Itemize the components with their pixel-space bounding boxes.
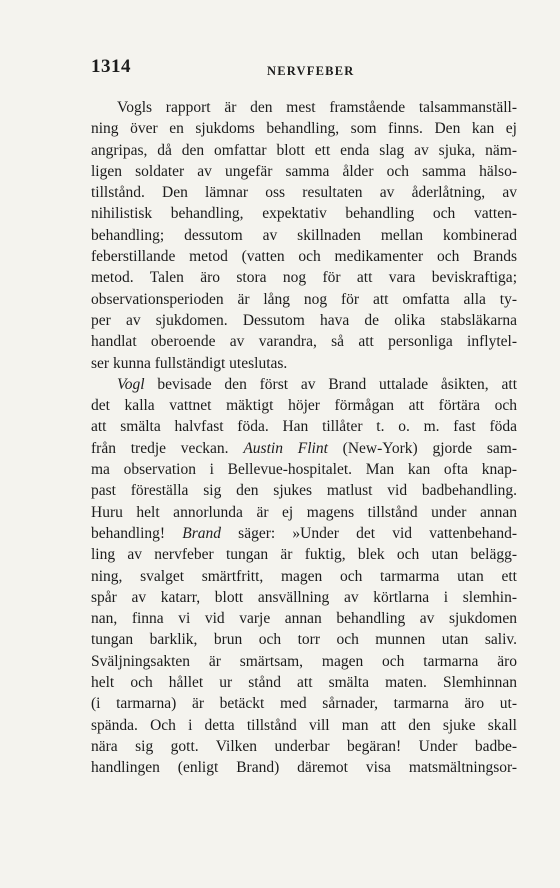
text-line: observationsperioden är lång nog för att omfatta alla ty- [91,290,517,308]
body-text [91,97,517,779]
text-line: (i tarmarna) är betäckt med sårnader, tarmarna äro ut- [91,695,517,713]
page-number: 1314 [91,56,131,77]
text-line: tillstånd. Den lämnar oss resultaten av åderlåtning, av [91,184,517,202]
text-line: nihilistisk behandling, expektativ behandling och vatten- [91,205,517,223]
text-line: Vogls rapport är den mest framstående talsammanställ- [117,99,517,116]
text-line: spända. Och i detta tillstånd vill man att den sjuke skall [91,716,517,734]
text-line: ligen soldater av ungefär samma ålder och samma hälso- [91,162,517,180]
text-line: det kalla vattnet mäktigt höjer förmågan att förtära och [91,397,517,415]
text-line: Sväljningsakten är smärtsam, magen och tarmarna äro [91,652,517,670]
text-line: ling av nervfeber tungan är fuktig, blek och utan belägg- [91,546,517,564]
text-line: spår av katarr, blott ansvällning av körtlarna i slemhin- [91,588,517,606]
text-line: nära sig gott. Vilken underbar begäran! Under badbe- [91,737,517,755]
text-line: metod. Talen äro stora nog för att vara beviskraftiga; [91,269,517,287]
text-line: ma observation i Bellevue-hospitalet. Man kan ofta knap- [91,461,517,479]
text-line: behandling; dessutom av skillnaden mellan kombinerad [91,226,517,244]
page-header [91,56,517,84]
running-title: NERVFEBER [267,64,355,78]
text-line: ning, svalget smärtfritt, magen och tarmarma utan ett [91,567,517,585]
text-line: ning över en sjukdoms behandling, som finns. Den kan ej [91,120,517,138]
italic-name: Brand [182,524,221,542]
text-line: handlat oberoende av varandra, så att personliga inflytel- [91,333,517,351]
text-line: angripas, då den omfattar blott ett enda slag av sjuka, näm- [91,141,517,159]
italic-name: Austin Flint [243,439,328,457]
text-line: Huru helt annorlunda är ej magens tillstånd under annan [91,503,517,521]
text-line: från tredje veckan. Austin Flint (New-York) gjorde sam- [91,439,517,457]
text-line: Vogl bevisade den först av Brand uttalade åsikten, att [117,375,517,393]
text-line: behandling! Brand säger: »Under det vid vattenbehand- [91,524,517,542]
text-line: past föreställa sig den sjukes matlust vid badbehandling. [91,482,517,500]
text-line: helt och hållet ur stånd att smälta maten. Slemhinnan [91,674,517,692]
italic-name: Vogl [117,375,145,393]
text-line: nan, finna vi vid varje annan behandling av sjukdomen [91,610,517,628]
text-line: att smälta halvfast föda. Han tillåter t. o. m. fast föda [91,418,517,436]
text-line: per av sjukdomen. Dessutom hava de olika stabsläkarna [91,311,517,329]
text-line: handlingen (enligt Brand) däremot visa matsmältningsor- [91,759,517,777]
text-line: tungan barklik, brun och torr och munnen utan saliv. [91,631,517,649]
text-line: feberstillande metod (vatten och medikamenter och Brands [91,248,517,266]
text-line: ser kunna fullständigt uteslutas. [91,354,288,372]
